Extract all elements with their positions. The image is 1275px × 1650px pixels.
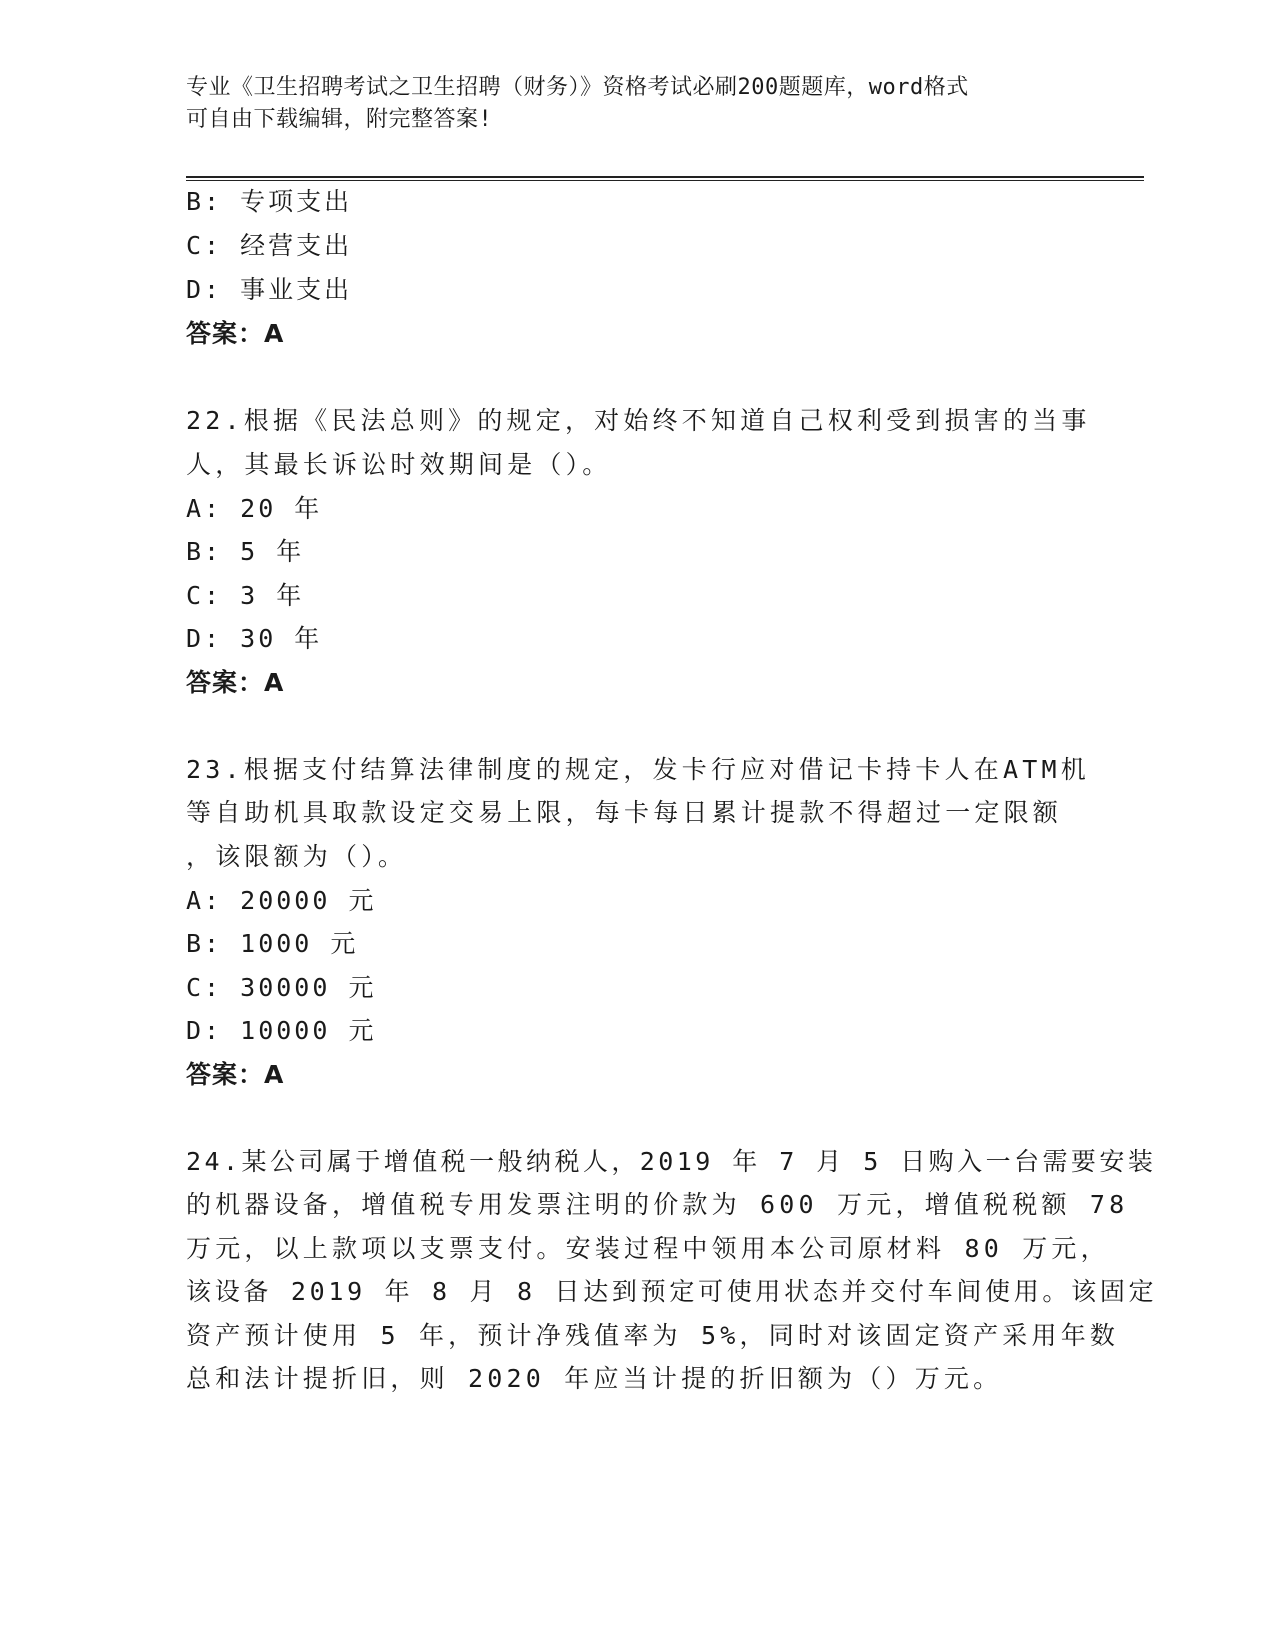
page-header (186, 72, 1086, 136)
q24-text-line-3: 万元，以上款项以支票支付。安装过程中领用本公司原材料 80 万元， (186, 1234, 1110, 1263)
q23-option-a: A: 20000 元 (186, 886, 377, 915)
q23-text-line-2: 等自助机具取款设定交易上限，每卡每日累计提款不得超过一定限额 (186, 798, 1063, 827)
q21-option-d: D: 事业支出 (186, 275, 353, 304)
q22-option-d: D: 30 年 (186, 624, 323, 653)
q21-option-c: C: 经营支出 (186, 231, 353, 260)
header-title-line-2: 可自由下载编辑，附完整答案! (186, 107, 493, 132)
q22-option-b: B: 5 年 (186, 537, 305, 566)
q24-text-line-2: 的机器设备，增值税专用发票注明的价款为 600 万元，增值税税额 78 (186, 1190, 1129, 1219)
q24-text-line-5: 资产预计使用 5 年，预计净残值率为 5%，同时对该固定资产采用年数 (186, 1321, 1120, 1350)
q24-text-line-6: 总和法计提折旧，则 2020 年应当计提的折旧额为（）万元。 (186, 1364, 1003, 1393)
q23-text-line-3: ，该限额为（）。 (186, 842, 408, 871)
q23-option-c: C: 30000 元 (186, 973, 377, 1002)
header-divider (186, 176, 1144, 181)
q23-option-d: D: 10000 元 (186, 1016, 377, 1045)
q22-text-line-1: 22.根据《民法总则》的规定，对始终不知道自己权利受到损害的当事 (186, 406, 1091, 435)
q21-answer: 答案：A (186, 319, 285, 348)
q23-text-line-1: 23.根据支付结算法律制度的规定，发卡行应对借记卡持卡人在ATM机 (186, 755, 1090, 784)
q22-text-line-2: 人，其最长诉讼时效期间是（）。 (186, 450, 612, 479)
q24-text-line-4: 该设备 2019 年 8 月 8 日达到预定可使用状态并交付车间使用。该固定 (186, 1277, 1158, 1306)
header-title-line-1: 专业《卫生招聘考试之卫生招聘（财务）》资格考试必刷200题题库，word格式 (186, 75, 969, 100)
q23-answer: 答案：A (186, 1060, 285, 1089)
q21-option-b: B: 专项支出 (186, 187, 353, 216)
q22-answer: 答案：A (186, 668, 285, 697)
q22-option-a: A: 20 年 (186, 494, 323, 523)
q23-option-b: B: 1000 元 (186, 929, 359, 958)
q22-option-c: C: 3 年 (186, 581, 305, 610)
q24-text-line-1: 24.某公司属于增值税一般纳税人，2019 年 7 月 5 日购入一台需要安装 (186, 1147, 1157, 1176)
